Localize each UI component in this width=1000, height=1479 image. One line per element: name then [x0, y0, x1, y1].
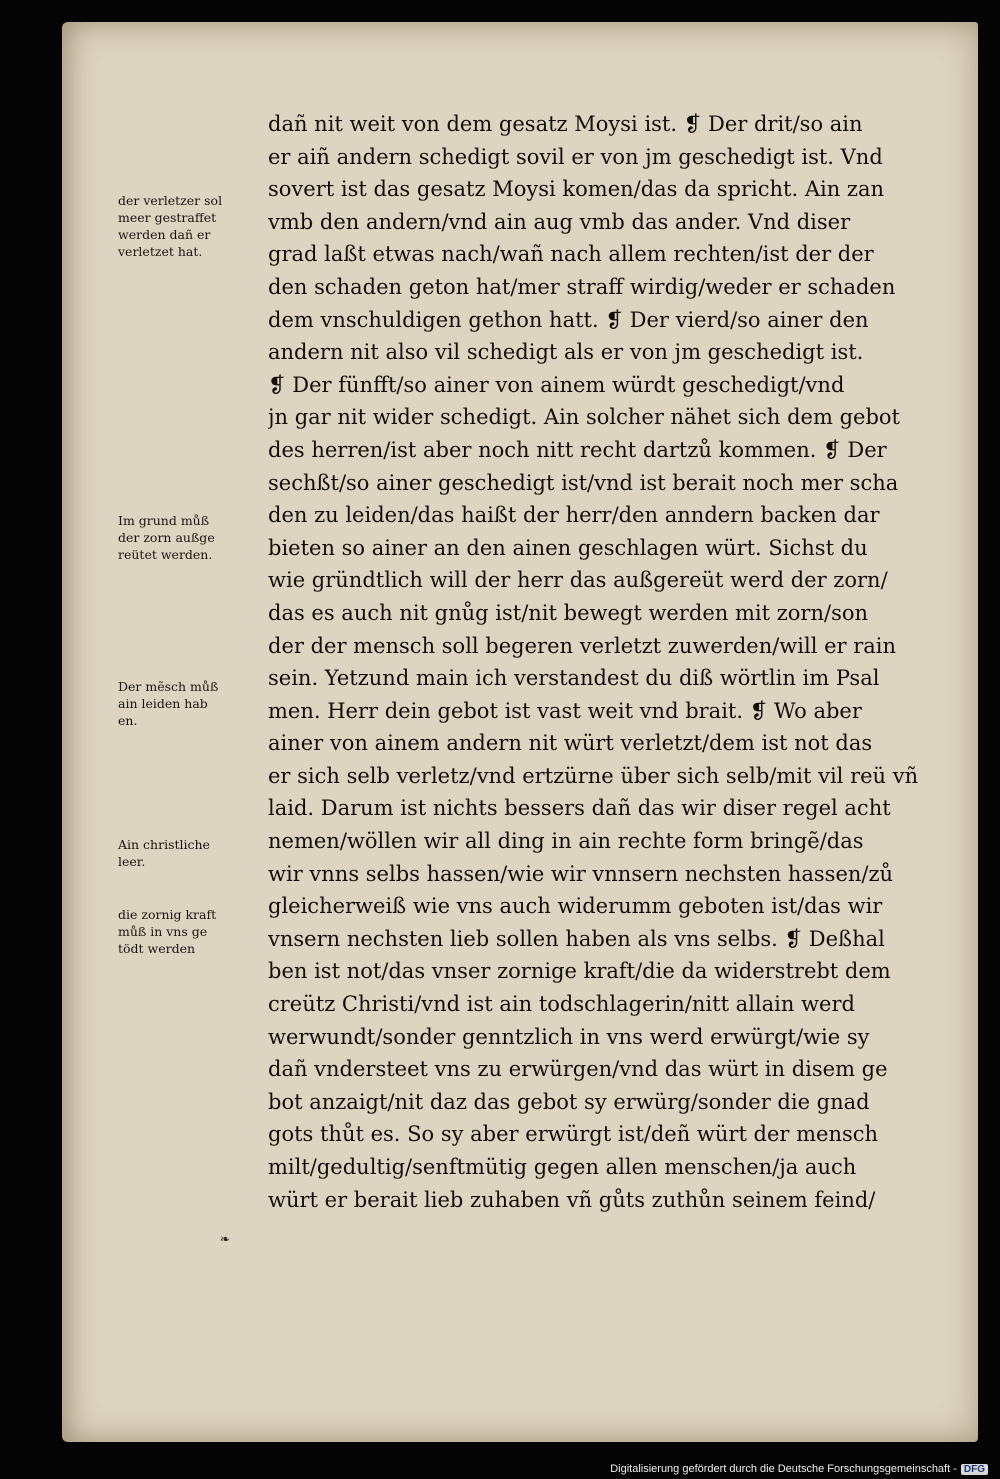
text-line: wie gründtlich will der herr das außgereüt werd der zorn/ — [268, 568, 888, 593]
text-line: jn gar nit wider schedigt. Ain solcher nähet sich dem gebot — [268, 405, 900, 430]
text-line: werwundt/sonder genntzlich in vns werd erwürgt/wie sy — [268, 1024, 870, 1049]
text-line: creütz Christi/vnd ist ain todschlagerin/nitt allain werd — [268, 992, 855, 1017]
credit-text: Digitalisierung gefördert durch die Deutsche Forschungsgemeinschaft - — [610, 1463, 957, 1475]
text-line: dem vnschuldigen gethon hatt. ❡ Der vierd/so ainer den — [268, 307, 869, 332]
text-line: milt/gedultig/senftmütig gegen allen menschen/ja auch — [268, 1155, 857, 1179]
text-line: der der mensch soll begeren verletzt zuwerden/will er rain — [268, 633, 897, 658]
margin-note: der verletzer sol meer gestraffet werden dañ er verletzet hat. — [118, 193, 223, 259]
text-line: den schaden geton hat/mer straff wirdig/weder er schaden — [268, 274, 896, 299]
text-line: den zu leiden/das haißt der herr/den anndern backen dar — [268, 503, 880, 528]
text-line: bieten so ainer an den ainen geschlagen würt. Sichst du — [268, 535, 868, 560]
text-line: sovert ist das gesatz Moysi komen/das da spricht. Ain zan — [268, 177, 885, 202]
margin-note: die zornig kraft můß in vns ge tödt werden — [118, 907, 217, 956]
text-line: würt er berait lieb zuhaben vñ gůts zuthůn seinem feind/ — [268, 1187, 876, 1212]
text-line: bot anzaigt/nit daz das gebot sy erwürg/sonder die gnad — [268, 1089, 870, 1114]
text-line: gots thůt es. So sy aber erwürgt ist/deñ würt der mensch — [268, 1122, 879, 1147]
dfg-logo: DFG — [961, 1464, 988, 1475]
text-line: grad laßt etwas nach/wañ nach allem rechten/ist der der — [268, 242, 874, 267]
margin-note: Im grund můß der zorn außge reütet werden. — [118, 513, 215, 562]
text-line: wir vnns selbs hassen/wie wir vnnsern nechsten hassen/zů — [268, 861, 894, 886]
text-line: sein. Yetzund main ich verstandest du diß wörtlin im Psal — [268, 666, 880, 691]
text-line: laid. Darum ist nichts bessers dañ das wir diser regel acht — [268, 796, 891, 821]
text-line: das es auch nit gnůg ist/nit bewegt werden mit zorn/son — [268, 600, 869, 625]
text-line: vmb den andern/vnd ain aug vmb das ander. Vnd diser — [268, 209, 851, 234]
text-line: dañ vndersteet vns zu erwürgen/vnd das würt in disem ge — [268, 1057, 888, 1082]
text-line: nemen/wöllen wir all ding in ain rechte form bringẽ/das — [268, 829, 864, 854]
text-line: des herren/ist aber noch nitt recht dartzů kommen. ❡ Der — [268, 437, 887, 462]
body-text — [268, 108, 973, 1216]
text-line: er aiñ andern schedigt sovil er von jm geschedigt ist. Vnd — [268, 144, 883, 169]
text-line: gleicherweiß wie vns auch widerumm geboten ist/das wir — [268, 894, 883, 919]
text-line: men. Herr dein gebot ist vast weit vnd brait. ❡ Wo aber — [268, 698, 862, 723]
ornament-mark: ❧ — [220, 1232, 231, 1246]
text-line: ❡ Der fünfft/so ainer von ainem würdt geschedigt/vnd — [268, 372, 845, 397]
text-line: er sich selb verletz/vnd ertzürne über sich selb/mit vil reü vñ — [268, 763, 919, 788]
text-line: ainer von ainem andern nit würt verletzt/dem ist not das — [268, 731, 873, 756]
digitization-credit — [610, 1463, 988, 1475]
text-line: vnsern nechsten lieb sollen haben als vns selbs. ❡ Deßhal — [268, 926, 885, 951]
margin-note: Der mẽsch můß ain leiden hab en. — [118, 679, 219, 728]
text-line: andern nit also vil schedigt als er von jm geschedigt ist. — [268, 340, 864, 365]
text-line: ben ist not/das vnser zornige kraft/die da widerstrebt dem — [268, 959, 891, 984]
text-line: sechßt/so ainer geschedigt ist/vnd ist berait noch mer scha — [268, 470, 899, 495]
text-line: dañ nit weit von dem gesatz Moysi ist. ❡ Der drit/so ain — [268, 112, 863, 136]
margin-note: Ain christliche leer. — [118, 837, 210, 869]
